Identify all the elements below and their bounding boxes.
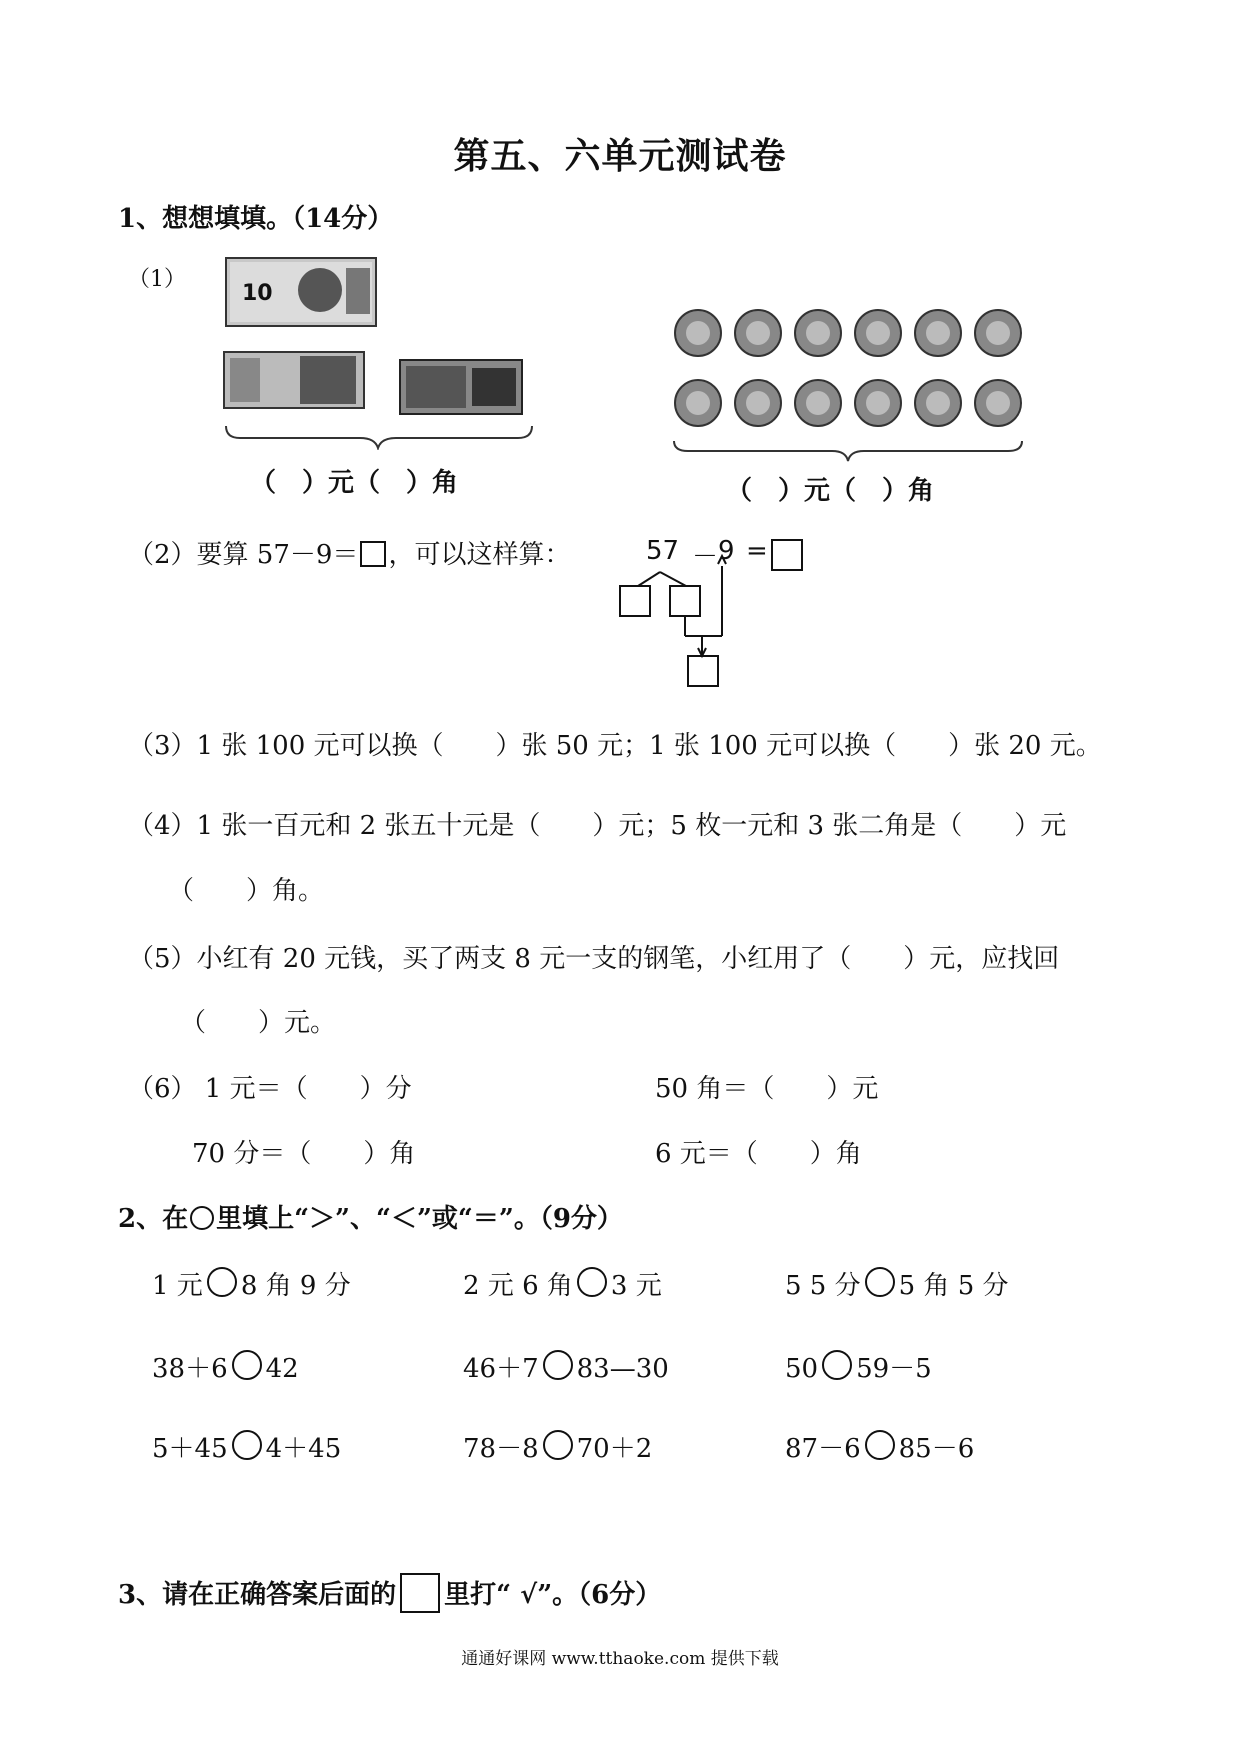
diagram-num2: 9 — [718, 536, 735, 566]
q6-c: 70 分＝（ ）角 — [192, 1139, 416, 1169]
compare-left: 87－6 — [785, 1434, 861, 1464]
q3-text: （3）1 张 100 元可以换（ ）张 50 元；1 张 100 元可以换（ ）张 20 元。 — [128, 731, 1102, 761]
compare-right: 70＋2 — [576, 1434, 653, 1464]
intermediate-box — [688, 656, 718, 686]
compare-right: 5 角 5 分 — [898, 1271, 1009, 1301]
compare-3-3 — [785, 1428, 974, 1465]
q6-d: 6 元＝（ ）角 — [655, 1139, 862, 1169]
compare-right: 85－6 — [898, 1434, 975, 1464]
q2-text — [128, 534, 570, 571]
five-jiao-note-icon — [400, 360, 522, 414]
section-3-heading-a: 3、请在正确答案后面的 — [118, 1580, 397, 1610]
q1-label: （1） — [128, 267, 186, 292]
ten-yuan-note-icon — [226, 258, 376, 326]
footer-credit: 通通好课网 www.tthaoke.com 提供下载 — [461, 1649, 779, 1669]
page-title: 第五、六单元测试卷 — [453, 135, 787, 177]
answer-circle[interactable] — [207, 1267, 237, 1297]
answer-circle[interactable] — [232, 1350, 262, 1380]
coins-illustration — [670, 305, 1030, 465]
split-box-left — [620, 586, 650, 616]
section-2-heading-b: 里填上“＞”、“＜”或“＝”。（9分） — [216, 1204, 623, 1234]
compare-right: 8 角 9 分 — [240, 1271, 351, 1301]
compare-right: 4＋45 — [265, 1434, 342, 1464]
compare-1-1 — [152, 1265, 351, 1302]
split-box-right — [670, 586, 700, 616]
compare-left: 46＋7 — [463, 1354, 539, 1384]
section-1-heading: 1、想想填填。（14分） — [118, 204, 394, 234]
compare-left: 1 元 — [152, 1271, 203, 1301]
compare-left: 50 — [785, 1354, 819, 1384]
q4-line1: （4）1 张一百元和 2 张五十元是（ ）元；5 枚一元和 3 张二角是（ ）元 — [128, 811, 1067, 841]
answer-circle[interactable] — [543, 1350, 573, 1380]
compare-left: 38＋6 — [152, 1354, 228, 1384]
compare-left: 2 元 6 角 — [463, 1271, 573, 1301]
answer-circle[interactable] — [822, 1350, 852, 1380]
diagram-op: － — [692, 542, 719, 572]
compare-left: 5＋45 — [152, 1434, 228, 1464]
q5-line1: （5）小红有 20 元钱，买了两支 8 元一支的钢笔，小红用了（ ）元，应找回 — [128, 944, 1060, 974]
circle-icon — [190, 1206, 214, 1230]
compare-2-3 — [785, 1348, 932, 1385]
answer-circle[interactable] — [543, 1430, 573, 1460]
result-box — [772, 540, 802, 570]
section-2-heading-a: 2、在 — [118, 1204, 189, 1234]
brace-icon — [674, 441, 1022, 461]
answer-circle[interactable] — [865, 1267, 895, 1297]
decomposition-diagram — [610, 536, 810, 696]
q1-left-answer: （ ）元（ ）角 — [250, 468, 459, 498]
diagram-num1: 57 — [646, 536, 680, 566]
section-2-heading — [118, 1198, 623, 1235]
section-3-heading-b: 里打“ √”。（6分） — [444, 1580, 662, 1610]
compare-1-3 — [785, 1265, 1009, 1302]
compare-3-1 — [152, 1428, 341, 1465]
compare-right: 42 — [265, 1354, 299, 1384]
svg-text:10: 10 — [242, 281, 273, 306]
q4-line2: （ ）角。 — [168, 876, 325, 906]
compare-2-2 — [463, 1348, 669, 1385]
compare-right: 59－5 — [856, 1354, 932, 1384]
coin-icons — [675, 310, 1021, 426]
compare-right: 83—30 — [576, 1354, 669, 1384]
answer-box[interactable] — [400, 1573, 440, 1613]
q6-b: 50 角＝（ ）元 — [655, 1074, 879, 1104]
answer-circle[interactable] — [577, 1267, 607, 1297]
compare-3-2 — [463, 1428, 652, 1465]
compare-left: 78－8 — [463, 1434, 539, 1464]
q1-right-answer: （ ）元（ ）角 — [726, 476, 935, 506]
q2-text-b: ，可以这样算： — [388, 540, 571, 570]
answer-circle[interactable] — [232, 1430, 262, 1460]
diagram-eq: = — [746, 536, 768, 566]
compare-left: 5 5 分 — [785, 1271, 861, 1301]
q5-line2: （ ）元。 — [180, 1008, 337, 1038]
compare-1-2 — [463, 1265, 662, 1302]
answer-circle[interactable] — [865, 1430, 895, 1460]
section-3-heading — [118, 1573, 661, 1613]
compare-2-1 — [152, 1348, 299, 1385]
q6-a: （6） 1 元＝（ ）分 — [128, 1074, 412, 1104]
compare-right: 3 元 — [610, 1271, 662, 1301]
one-yuan-note-icon — [224, 352, 364, 408]
q2-text-a: （2）要算 57－9＝ — [128, 540, 359, 570]
banknotes-illustration — [220, 250, 540, 450]
answer-box[interactable] — [360, 541, 386, 567]
brace-icon — [226, 426, 532, 448]
